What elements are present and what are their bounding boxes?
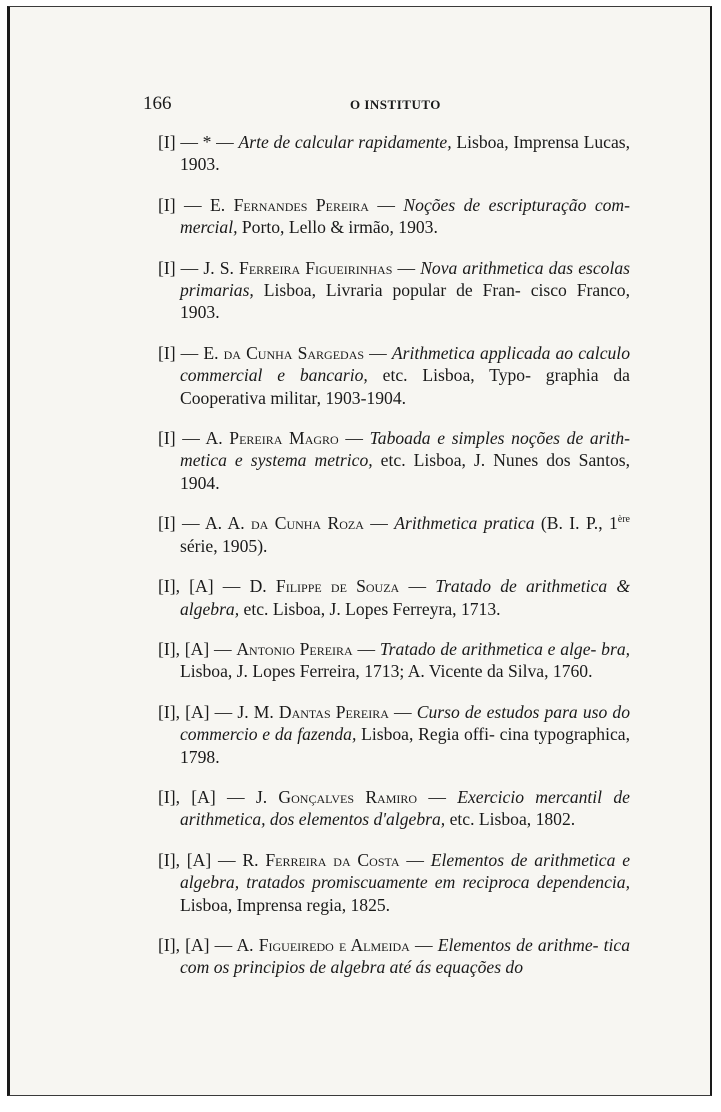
entry-text: [I], [A] — D.: [158, 576, 276, 597]
entry-text: [I] — J. S.: [158, 257, 240, 278]
entry-title: calculo commercial e bancario,: [180, 342, 630, 386]
entry-title: arithmetica, dos elementos d'algebra,: [180, 809, 446, 830]
bibliography-entry: [158, 131, 630, 176]
entry-text: —: [338, 428, 370, 449]
entry-superscript: ère: [617, 514, 630, 526]
bibliography-entry: [158, 701, 630, 768]
bibliography-entry: [158, 512, 630, 557]
entry-text: [I] — A. A.: [158, 513, 251, 534]
entry-title: Arte de calcular rapidamente,: [238, 132, 452, 152]
entry-text: Santos, 1904.: [180, 450, 630, 493]
bibliography-entry: [158, 934, 630, 979]
entry-text: da Silva, 1760.: [486, 661, 593, 682]
entry-text: série, 1905).: [180, 535, 268, 556]
entry-text: [I], [A] — J. M.: [158, 701, 279, 722]
entry-text: cina typographica, 1798.: [180, 724, 630, 767]
entry-text: [I] — A.: [158, 428, 230, 449]
bibliography-entry: [158, 194, 630, 239]
entry-text: [I], [A] —: [158, 638, 237, 659]
entry-title: escolas primarias,: [180, 257, 630, 301]
entry-text: [I] — E.: [158, 194, 234, 215]
entry-title: Elementos de arithmetica: [430, 849, 616, 870]
entry-text: Lisboa, Imprensa regia, 1825.: [180, 894, 391, 915]
entry-author: Fernandes Pereira: [233, 194, 369, 215]
bibliography-list: [158, 131, 630, 979]
entry-title: mercial,: [180, 217, 238, 238]
entry-text: —: [363, 513, 395, 534]
entry-text: —: [409, 934, 438, 955]
entry-author: Ferreira Figueirinhas: [239, 257, 393, 278]
entry-text: [I], [A] — J.: [158, 786, 279, 807]
entry-text: graphia da Cooperativa militar, 1903-1904.: [180, 365, 630, 408]
bibliography-entry: [158, 342, 630, 409]
entry-text: Lucas, 1903.: [180, 132, 631, 175]
entry-text: 1802.: [535, 809, 576, 830]
entry-text: —: [399, 576, 436, 597]
entry-text: etc. Lisboa, J. Nunes dos: [372, 450, 571, 471]
entry-author: Pereira Magro: [229, 428, 339, 449]
entry-title: Tratado de arithmetica &: [435, 576, 631, 597]
entry-author: Antonio Pereira: [236, 638, 353, 659]
entry-text: —: [352, 638, 380, 659]
entry-author: Gonçalves Ramiro: [278, 786, 418, 807]
entry-text: (B. I. P.,: [534, 513, 603, 534]
entry-text: —: [392, 257, 421, 278]
entry-text: Lisboa, Imprensa: [451, 132, 579, 152]
bibliography-entry: [158, 849, 630, 916]
entry-text: —: [368, 194, 404, 215]
entry-text: etc. Lisboa,: [445, 809, 532, 830]
running-title: O INSTITUTO: [350, 97, 441, 112]
entry-author: da Cunha Roza: [250, 513, 364, 534]
entry-text: —: [388, 701, 417, 722]
entry-author: da Cunha Sargedas: [223, 342, 365, 363]
page-header: [143, 93, 623, 123]
entry-author: Filippe de Souza: [275, 576, 400, 597]
book-page: [7, 6, 712, 1096]
entry-author: Ferreira da Costa: [265, 849, 400, 870]
entry-title: metica e systema metrico,: [180, 450, 373, 471]
entry-text: —: [399, 849, 431, 870]
entry-text: [I] — E.: [158, 342, 224, 363]
entry-text: 1: [608, 513, 618, 534]
bibliography-entry: [158, 786, 630, 831]
bibliography-entry: [158, 575, 630, 620]
entry-title: Curso de estudos para: [416, 701, 578, 722]
entry-text: [I] — * —: [158, 132, 239, 152]
entry-title: dependencia,: [536, 872, 630, 893]
entry-title: Tratado de arithmetica e alge-: [379, 638, 597, 659]
entry-title: Arithmetica pratica: [394, 513, 535, 534]
entry-text: etc. Lisboa, Typo-: [367, 365, 531, 386]
bibliography-entry: [158, 638, 630, 683]
entry-text: [I], [A] — A.: [158, 934, 259, 955]
entry-title: uso do commercio e da fazenda,: [180, 701, 631, 745]
entry-title: Exercicio mercantil de: [457, 786, 630, 807]
entry-text: [I], [A] — R.: [158, 849, 266, 870]
entry-text: cisco Franco, 1903.: [180, 280, 631, 323]
entry-text: Lisboa, Regia offi-: [356, 724, 495, 745]
entry-title: Noções de escripturação com-: [403, 194, 630, 215]
entry-title: tica com os principios de algebra até ás equações do: [180, 934, 631, 978]
entry-author: Dantas Pereira: [278, 701, 389, 722]
entry-text: —: [364, 342, 392, 363]
entry-title: Taboada e simples noções de arith-: [369, 428, 630, 449]
entry-title: Elementos de arithme-: [437, 934, 599, 955]
bibliography-entry: [158, 427, 630, 494]
entry-title: bra,: [601, 638, 631, 659]
entry-title: Nova arithmetica das: [420, 257, 574, 278]
entry-author: Figueiredo e Almeida: [258, 934, 410, 955]
entry-text: etc. Lisboa, J. Lopes Ferreyra, 1713.: [239, 598, 501, 619]
entry-title: e algebra, tratados promiscuamente em reciproca: [180, 849, 631, 893]
entry-title: Arithmetica applicada ao: [391, 342, 574, 363]
page-number: 166: [143, 93, 172, 114]
entry-text: Lisboa, Livraria popular de Fran-: [253, 280, 521, 301]
entry-title: algebra,: [180, 598, 240, 619]
entry-text: —: [417, 786, 458, 807]
bibliography-entry: [158, 257, 630, 324]
entry-text: Porto, Lello & irmão, 1903.: [237, 217, 438, 238]
entry-text: Lisboa, J. Lopes Ferreira, 1713; A. Vicente: [180, 661, 483, 682]
